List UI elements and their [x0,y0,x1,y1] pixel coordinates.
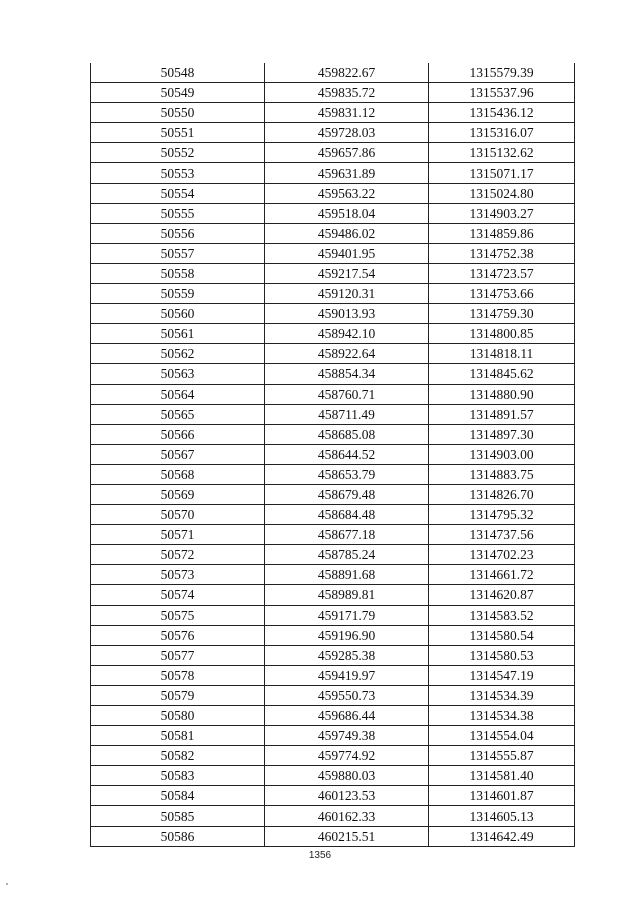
point-id-cell: 50571 [91,525,265,545]
x-coordinate-cell: 459217.54 [265,263,429,283]
point-id-cell: 50584 [91,786,265,806]
y-coordinate-cell: 1314845.62 [429,364,575,384]
table-row [91,706,575,726]
y-coordinate-cell: 1314555.87 [429,746,575,766]
x-coordinate-cell: 458942.10 [265,324,429,344]
point-id-cell: 50583 [91,766,265,786]
y-coordinate-cell: 1315132.62 [429,143,575,163]
x-coordinate-cell: 459486.02 [265,223,429,243]
point-id-cell: 50586 [91,826,265,846]
x-coordinate-cell: 458677.18 [265,525,429,545]
y-coordinate-cell: 1314759.30 [429,304,575,324]
table-row [91,123,575,143]
y-coordinate-cell: 1315024.80 [429,183,575,203]
x-coordinate-cell: 459550.73 [265,685,429,705]
point-id-cell: 50565 [91,404,265,424]
point-id-cell: 50575 [91,605,265,625]
table-row [91,464,575,484]
point-id-cell: 50572 [91,545,265,565]
table-row [91,806,575,826]
y-coordinate-cell: 1314601.87 [429,786,575,806]
x-coordinate-cell: 459171.79 [265,605,429,625]
x-coordinate-cell: 458922.64 [265,344,429,364]
point-id-cell: 50585 [91,806,265,826]
point-id-cell: 50558 [91,263,265,283]
x-coordinate-cell: 458785.24 [265,545,429,565]
y-coordinate-cell: 1315537.96 [429,83,575,103]
table-row [91,384,575,404]
coordinates-table-body [91,63,575,846]
table-row [91,605,575,625]
y-coordinate-cell: 1314753.66 [429,284,575,304]
y-coordinate-cell: 1314859.86 [429,223,575,243]
y-coordinate-cell: 1314752.38 [429,243,575,263]
x-coordinate-cell: 458679.48 [265,484,429,504]
y-coordinate-cell: 1314702.23 [429,545,575,565]
y-coordinate-cell: 1314795.32 [429,505,575,525]
y-coordinate-cell: 1314583.52 [429,605,575,625]
table-row [91,364,575,384]
table-row [91,103,575,123]
y-coordinate-cell: 1315579.39 [429,63,575,83]
table-row [91,284,575,304]
y-coordinate-cell: 1314737.56 [429,525,575,545]
x-coordinate-cell: 458891.68 [265,565,429,585]
table-row [91,404,575,424]
x-coordinate-cell: 458760.71 [265,384,429,404]
point-id-cell: 50554 [91,183,265,203]
table-row [91,344,575,364]
y-coordinate-cell: 1315071.17 [429,163,575,183]
x-coordinate-cell: 458685.08 [265,424,429,444]
point-id-cell: 50556 [91,223,265,243]
table-row [91,183,575,203]
point-id-cell: 50579 [91,685,265,705]
x-coordinate-cell: 459686.44 [265,706,429,726]
y-coordinate-cell: 1314580.53 [429,645,575,665]
x-coordinate-cell: 459728.03 [265,123,429,143]
y-coordinate-cell: 1314891.57 [429,404,575,424]
x-coordinate-cell: 459831.12 [265,103,429,123]
table-row [91,484,575,504]
x-coordinate-cell: 459657.86 [265,143,429,163]
table-row [91,223,575,243]
table-row [91,263,575,283]
y-coordinate-cell: 1314581.40 [429,766,575,786]
table-row [91,826,575,846]
y-coordinate-cell: 1314723.57 [429,263,575,283]
x-coordinate-cell: 458711.49 [265,404,429,424]
x-coordinate-cell: 458644.52 [265,444,429,464]
table-row [91,766,575,786]
y-coordinate-cell: 1314547.19 [429,665,575,685]
point-id-cell: 50578 [91,665,265,685]
table-row [91,424,575,444]
x-coordinate-cell: 459013.93 [265,304,429,324]
x-coordinate-cell: 459835.72 [265,83,429,103]
table-row [91,203,575,223]
point-id-cell: 50555 [91,203,265,223]
y-coordinate-cell: 1314534.38 [429,706,575,726]
point-id-cell: 50551 [91,123,265,143]
x-coordinate-cell: 459285.38 [265,645,429,665]
table-row [91,565,575,585]
y-coordinate-cell: 1314883.75 [429,464,575,484]
table-row [91,645,575,665]
table-row [91,585,575,605]
point-id-cell: 50564 [91,384,265,404]
table-row [91,83,575,103]
table-row [91,505,575,525]
table-row [91,545,575,565]
y-coordinate-cell: 1314818.11 [429,344,575,364]
point-id-cell: 50581 [91,726,265,746]
x-coordinate-cell: 459563.22 [265,183,429,203]
x-coordinate-cell: 459880.03 [265,766,429,786]
x-coordinate-cell: 459774.92 [265,746,429,766]
coordinates-table [90,63,575,847]
point-id-cell: 50561 [91,324,265,344]
point-id-cell: 50548 [91,63,265,83]
table-row [91,63,575,83]
point-id-cell: 50567 [91,444,265,464]
point-id-cell: 50582 [91,746,265,766]
y-coordinate-cell: 1314580.54 [429,625,575,645]
y-coordinate-cell: 1314880.90 [429,384,575,404]
table-row [91,304,575,324]
x-coordinate-cell: 459822.67 [265,63,429,83]
point-id-cell: 50563 [91,364,265,384]
table-row [91,685,575,705]
table-row [91,324,575,344]
x-coordinate-cell: 460215.51 [265,826,429,846]
y-coordinate-cell: 1314897.30 [429,424,575,444]
y-coordinate-cell: 1314800.85 [429,324,575,344]
y-coordinate-cell: 1315316.07 [429,123,575,143]
table-row [91,625,575,645]
point-id-cell: 50562 [91,344,265,364]
point-id-cell: 50550 [91,103,265,123]
x-coordinate-cell: 459120.31 [265,284,429,304]
table-row [91,746,575,766]
y-coordinate-cell: 1314826.70 [429,484,575,504]
table-row [91,163,575,183]
y-coordinate-cell: 1314620.87 [429,585,575,605]
x-coordinate-cell: 458653.79 [265,464,429,484]
point-id-cell: 50559 [91,284,265,304]
y-coordinate-cell: 1314554.04 [429,726,575,746]
y-coordinate-cell: 1314903.00 [429,444,575,464]
x-coordinate-cell: 459631.89 [265,163,429,183]
point-id-cell: 50570 [91,505,265,525]
y-coordinate-cell: 1314661.72 [429,565,575,585]
x-coordinate-cell: 459401.95 [265,243,429,263]
y-coordinate-cell: 1314642.49 [429,826,575,846]
point-id-cell: 50552 [91,143,265,163]
y-coordinate-cell: 1315436.12 [429,103,575,123]
x-coordinate-cell: 458684.48 [265,505,429,525]
table-row [91,444,575,464]
point-id-cell: 50577 [91,645,265,665]
y-coordinate-cell: 1314903.27 [429,203,575,223]
x-coordinate-cell: 458854.34 [265,364,429,384]
x-coordinate-cell: 459196.90 [265,625,429,645]
table-row [91,786,575,806]
table-row [91,243,575,263]
x-coordinate-cell: 459749.38 [265,726,429,746]
point-id-cell: 50549 [91,83,265,103]
x-coordinate-cell: 460123.53 [265,786,429,806]
point-id-cell: 50573 [91,565,265,585]
page-number: 1356 [308,850,332,861]
x-coordinate-cell: 458989.81 [265,585,429,605]
x-coordinate-cell: 460162.33 [265,806,429,826]
y-coordinate-cell: 1314534.39 [429,685,575,705]
point-id-cell: 50576 [91,625,265,645]
point-id-cell: 50566 [91,424,265,444]
point-id-cell: 50568 [91,464,265,484]
y-coordinate-cell: 1314605.13 [429,806,575,826]
x-coordinate-cell: 459419.97 [265,665,429,685]
table-row [91,143,575,163]
point-id-cell: 50580 [91,706,265,726]
point-id-cell: 50553 [91,163,265,183]
point-id-cell: 50569 [91,484,265,504]
x-coordinate-cell: 459518.04 [265,203,429,223]
point-id-cell: 50560 [91,304,265,324]
table-row [91,665,575,685]
scan-speck [6,883,8,885]
point-id-cell: 50557 [91,243,265,263]
table-row [91,525,575,545]
table-row [91,726,575,746]
point-id-cell: 50574 [91,585,265,605]
